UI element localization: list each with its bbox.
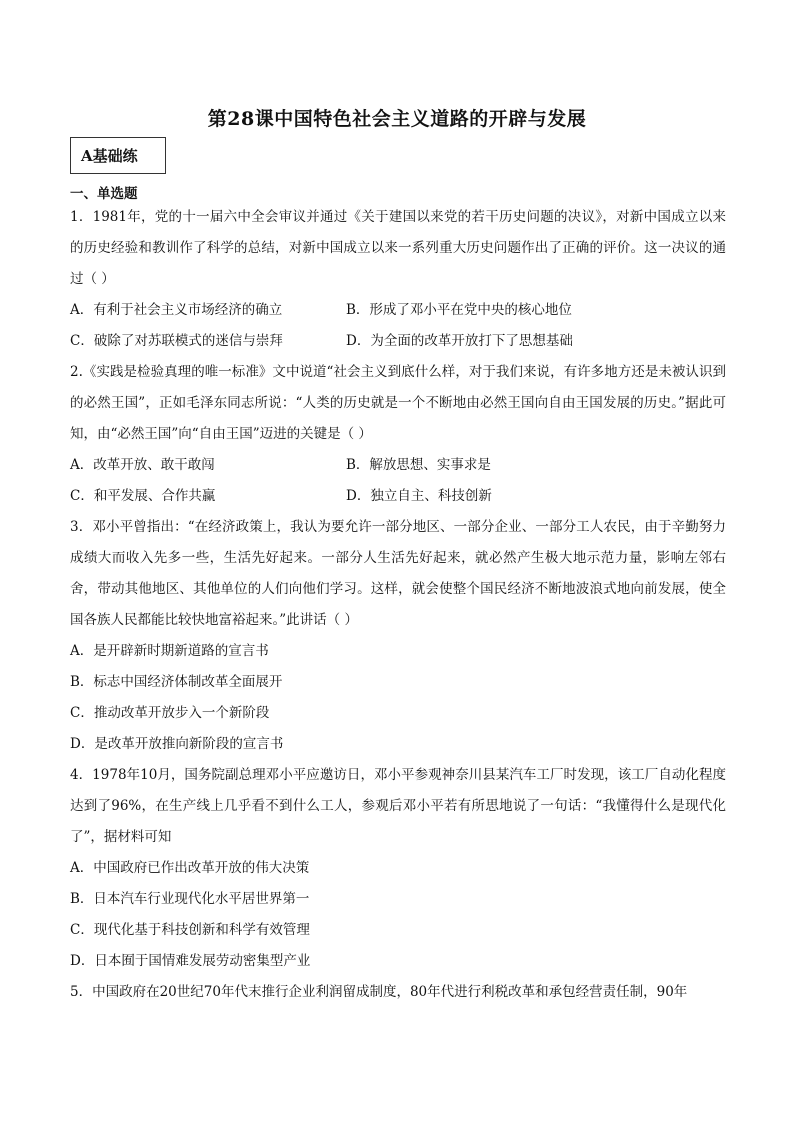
option-c: C．破除了对苏联模式的迷信与崇拜 — [70, 333, 283, 349]
question-stem: 3．邓小平曾指出：“在经济政策上，我认为要允许一部分地区、一部分企业、一部分工人农民，由于辛勤努力成绩大而收入先多一些，生活先好起来。一部分人生活先好起来，就必然产生极大地示范力量，影响左邻右舍，带动其他地区、其他单位的人们向他们学习。这样，就会使整个国民经济不断地波浪式地向前发展，使全国各族人民都能比较快地富裕起来。”此讲话（ ） — [70, 519, 726, 628]
option-d: D．是改革开放推向新阶段的宣言书 — [70, 736, 284, 752]
question-list — [70, 202, 726, 1008]
exercise-level-badge: A基础练 — [70, 137, 166, 174]
question-stem: 2.《实践是检验真理的唯一标准》文中说道“社会主义到底什么样，对于我们来说，有许多地方还是未被认识到的必然王国”，正如毛泽东同志所说：“人类的历史就是一个不断地由必然王国向自由王国发展的历史。”据此可知，由“必然王国”向“自由王国”迈进的关键是（ ） — [70, 364, 726, 442]
option-row — [70, 326, 726, 357]
question-stem: 1．1981年，党的十一届六中全会审议并通过《关于建国以来党的若干历史问题的决议》，对新中国成立以来的历史经验和教训作了科学的总结，对新中国成立以来一系列重大历史问题作出了正确的评价。这一决议的通过（ ） — [70, 209, 726, 287]
option-a: A．改革开放、敢干敢闯 — [70, 457, 215, 473]
question-3 — [70, 512, 726, 760]
section-heading: 一、单选题 — [70, 186, 138, 202]
option-b: B．解放思想、实事求是 — [346, 457, 491, 473]
option-row — [70, 295, 726, 326]
option-b: B．形成了邓小平在党中央的核心地位 — [346, 302, 572, 318]
option-a: A．中国政府已作出改革开放的伟大决策 — [70, 860, 310, 876]
option-a: A．是开辟新时期新道路的宣言书 — [70, 643, 269, 659]
option-c: C．和平发展、合作共赢 — [70, 488, 216, 504]
question-stem: 4．1978年10月，国务院副总理邓小平应邀访日，邓小平参观神奈川县某汽车工厂时发现，该工厂自动化程度达到了96%，在生产线上几乎看不到什么工人，参观后邓小平若有所思地说了一句话：“我懂得什么是现代化了”，据材料可知 — [70, 767, 726, 845]
option-row — [70, 481, 726, 512]
option-c: C．推动改革开放步入一个新阶段 — [70, 705, 270, 721]
option-d: D．独立自主、科技创新 — [346, 488, 492, 504]
option-d: D．日本囿于国情难发展劳动密集型产业 — [70, 953, 311, 969]
question-1 — [70, 202, 726, 357]
question-5 — [70, 977, 726, 1008]
option-d: D．为全面的改革开放打下了思想基础 — [346, 333, 573, 349]
page-title: 第28课中国特色社会主义道路的开辟与发展 — [207, 108, 587, 130]
option-row — [70, 450, 726, 481]
question-stem: 5．中国政府在20世纪70年代末推行企业利润留成制度，80年代进行利税改革和承包经营责任制，90年 — [70, 984, 688, 1000]
option-a: A．有利于社会主义市场经济的确立 — [70, 302, 283, 318]
option-b: B．日本汽车行业现代化水平居世界第一 — [70, 891, 310, 907]
question-2 — [70, 357, 726, 512]
option-c: C．现代化基于科技创新和科学有效管理 — [70, 922, 310, 938]
option-b: B．标志中国经济体制改革全面展开 — [70, 674, 283, 690]
question-4 — [70, 760, 726, 977]
